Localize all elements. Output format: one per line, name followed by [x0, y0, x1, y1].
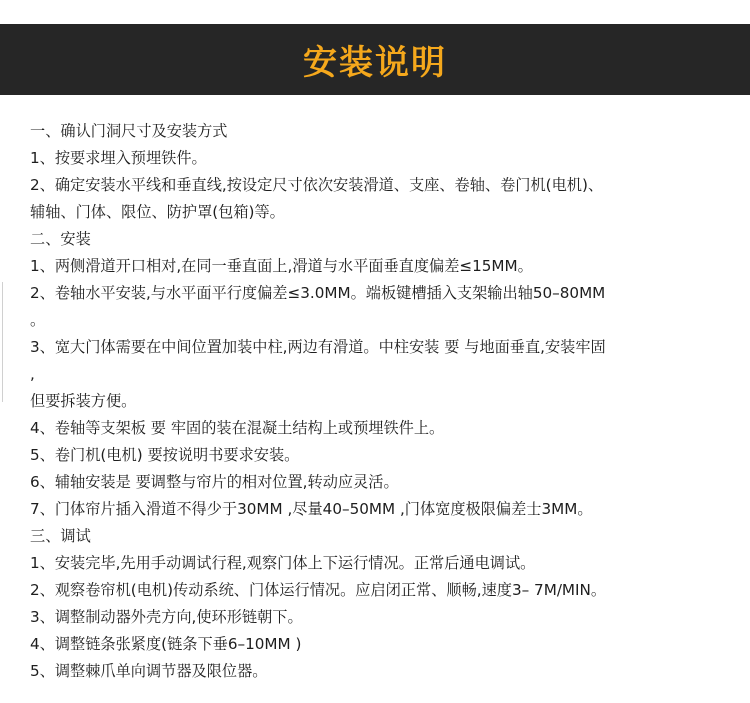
- instruction-line: 1、按要求埋入预埋铁件。: [30, 149, 207, 167]
- instruction-line: 3、宽大门体需要在中间位置加装中柱,两边有滑道。中柱安装 要 与地面垂直,安装牢固: [30, 338, 606, 356]
- instructions-body: [30, 118, 730, 685]
- instruction-line: 1、两侧滑道开口相对,在同一垂直面上,滑道与水平面垂直度偏差≤15MM。: [30, 257, 533, 275]
- header-banner: [0, 24, 750, 95]
- left-edge-line: [2, 282, 3, 402]
- instruction-line: 。: [30, 311, 46, 329]
- section-heading-1: 一、确认门洞尺寸及安装方式: [30, 122, 228, 140]
- instruction-line: 辅轴、门体、限位、防护罩(包箱)等。: [30, 203, 285, 221]
- instruction-line: 3、调整制动器外壳方向,使环形链朝下。: [30, 608, 303, 626]
- page-title: 安装说明: [303, 43, 447, 83]
- instruction-line: 6、辅轴安装是 要调整与帘片的相对位置,转动应灵活。: [30, 473, 399, 491]
- instruction-line: 7、门体帘片插入滑道不得少于30MM ,尽量40–50MM ,门体宽度极限偏差士3MM。: [30, 500, 593, 518]
- instruction-line: 2、卷轴水平安装,与水平面平行度偏差≤3.0MM。端板键槽插入支架输出轴50–80MM: [30, 284, 606, 302]
- instruction-line: 但要拆装方便。: [30, 392, 137, 410]
- instruction-line: 5、卷门机(电机) 要按说明书要求安装。: [30, 446, 300, 464]
- instruction-line: 4、调整链条张紧度(链条下垂6–10MM ): [30, 635, 302, 653]
- instruction-line: ,: [30, 365, 35, 383]
- instruction-line: 1、安装完毕,先用手动调试行程,观察门体上下运行情况。正常后通电调试。: [30, 554, 536, 572]
- instruction-line: 2、确定安装水平线和垂直线,按设定尺寸依次安装滑道、支座、卷轴、卷门机(电机)、: [30, 176, 604, 194]
- section-heading-3: 三、调试: [30, 527, 91, 545]
- instruction-line: 5、调整棘爪单向调节器及限位器。: [30, 662, 268, 680]
- instruction-line: 2、观察卷帘机(电机)传动系统、门体运行情况。应启闭正常、顺畅,速度3– 7M/MIN。: [30, 581, 607, 599]
- section-heading-2: 二、安装: [30, 230, 91, 248]
- instruction-line: 4、卷轴等支架板 要 牢固的装在混凝土结构上或预埋铁件上。: [30, 419, 445, 437]
